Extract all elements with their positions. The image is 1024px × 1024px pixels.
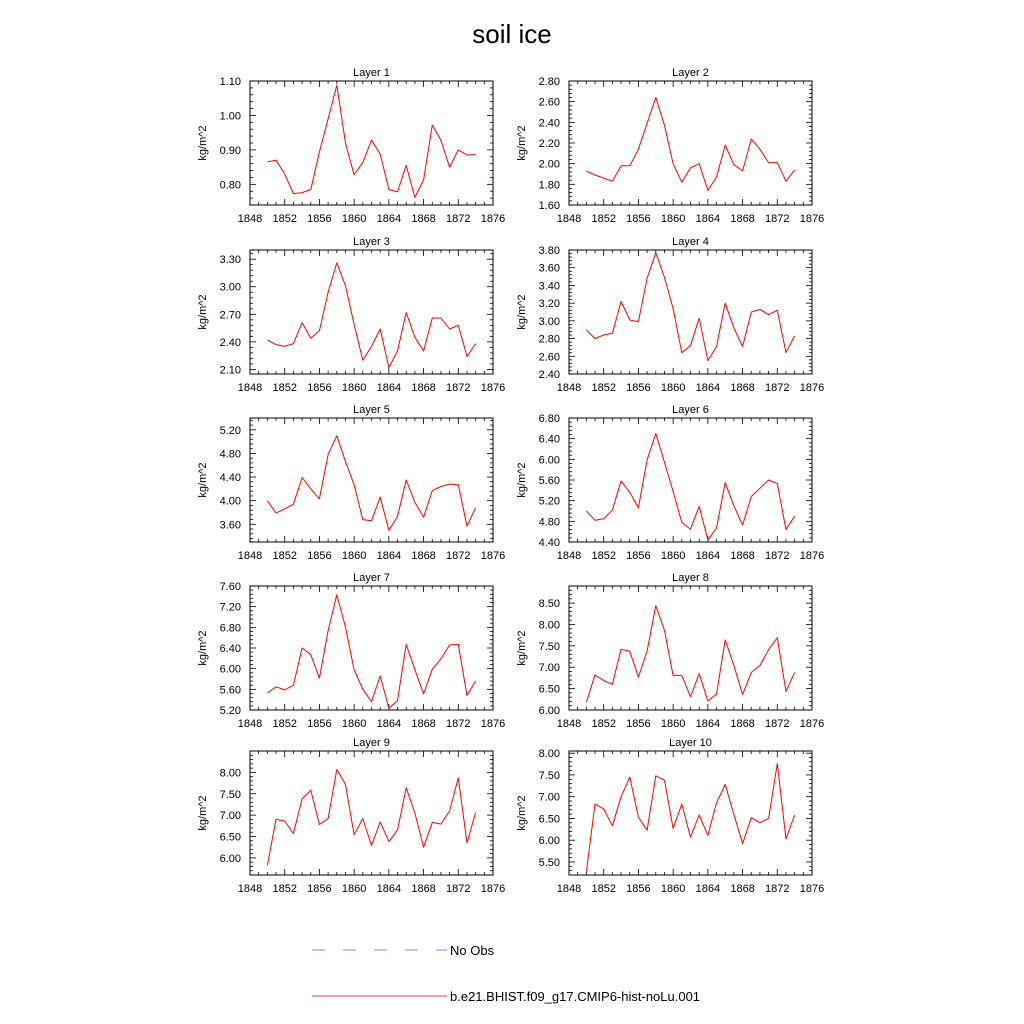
- x-tick-label: 1864: [376, 382, 402, 394]
- y-tick-label: 4.40: [219, 472, 241, 485]
- y-tick-label: 7.00: [538, 662, 560, 675]
- y-tick-label: 8.00: [538, 619, 560, 632]
- y-tick-label: 3.20: [538, 298, 560, 311]
- x-tick-label: 1852: [272, 718, 297, 730]
- y-tick-label: 7.00: [219, 810, 241, 823]
- x-tick-label: 1876: [799, 718, 825, 730]
- x-tick-label: 1856: [626, 213, 651, 225]
- y-tick-label: 2.60: [538, 351, 560, 364]
- y-tick-label: 3.60: [219, 519, 241, 532]
- y-tick-label: 1.60: [538, 200, 560, 212]
- x-tick-label: 1856: [626, 550, 651, 562]
- y-tick-label: 3.00: [219, 281, 241, 294]
- x-tick-label: 1856: [307, 883, 332, 895]
- x-tick-label: 1848: [556, 382, 582, 394]
- x-tick-label: 1860: [341, 718, 367, 730]
- x-tick-label: 1864: [376, 550, 402, 562]
- x-tick-label: 1852: [272, 883, 297, 895]
- y-tick-label: 2.40: [538, 369, 560, 381]
- panel-title: Layer 4: [672, 236, 709, 248]
- y-tick-label: 3.80: [538, 245, 560, 257]
- x-tick-label: 1860: [341, 213, 367, 225]
- y-tick-label: 4.80: [538, 516, 560, 529]
- x-tick-label: 1876: [799, 382, 825, 394]
- x-tick-label: 1876: [480, 718, 506, 730]
- x-tick-label: 1868: [730, 550, 755, 562]
- y-tick-label: 5.60: [219, 684, 241, 697]
- y-tick-label: 2.80: [538, 76, 560, 88]
- x-tick-label: 1868: [411, 550, 436, 562]
- y-tick-label: 5.20: [538, 495, 560, 508]
- x-tick-label: 1864: [376, 883, 402, 895]
- y-tick-label: 3.30: [219, 254, 241, 267]
- x-tick-label: 1852: [272, 550, 297, 562]
- y-tick-label: 2.10: [219, 364, 241, 377]
- x-tick-label: 1852: [591, 213, 616, 225]
- x-tick-label: 1860: [660, 718, 686, 730]
- x-tick-label: 1848: [556, 718, 582, 730]
- y-tick-label: 6.40: [219, 643, 241, 655]
- x-tick-label: 1868: [411, 213, 436, 225]
- x-tick-label: 1864: [695, 550, 721, 562]
- x-tick-label: 1864: [695, 883, 721, 895]
- panel-title: Layer 10: [669, 737, 712, 749]
- y-tick-label: 2.80: [538, 333, 560, 346]
- y-tick-label: 1.80: [538, 179, 560, 192]
- x-tick-label: 1856: [626, 883, 651, 895]
- y-tick-label: 2.60: [538, 96, 560, 109]
- y-tick-label: 6.50: [538, 683, 560, 696]
- panel-title: Layer 3: [353, 236, 390, 248]
- x-tick-label: 1856: [307, 213, 332, 225]
- y-tick-label: 2.20: [538, 138, 560, 150]
- x-tick-label: 1872: [765, 550, 790, 562]
- x-tick-label: 1852: [591, 718, 616, 730]
- y-tick-label: 1.10: [219, 76, 241, 88]
- x-tick-label: 1848: [237, 550, 263, 562]
- x-tick-label: 1864: [376, 718, 402, 730]
- x-tick-label: 1872: [765, 718, 790, 730]
- figure-title: soil ice: [472, 19, 552, 49]
- x-tick-label: 1852: [272, 213, 297, 225]
- y-tick-label: 3.40: [538, 280, 560, 293]
- x-tick-label: 1860: [660, 550, 686, 562]
- y-tick-label: 2.70: [219, 309, 241, 322]
- x-tick-label: 1872: [446, 883, 471, 895]
- y-tick-label: 0.80: [219, 179, 241, 192]
- y-tick-label: 8.50: [538, 598, 560, 611]
- y-tick-label: 7.50: [538, 640, 560, 653]
- panel-title: Layer 7: [353, 572, 390, 584]
- x-tick-label: 1864: [695, 213, 721, 225]
- x-tick-label: 1848: [237, 382, 263, 394]
- y-tick-label: 4.00: [219, 495, 241, 508]
- x-tick-label: 1868: [730, 382, 755, 394]
- x-tick-label: 1856: [626, 382, 651, 394]
- y-tick-label: 7.20: [219, 601, 241, 614]
- x-tick-label: 1848: [556, 550, 582, 562]
- x-tick-label: 1872: [446, 382, 471, 394]
- y-tick-label: 6.50: [538, 813, 560, 826]
- x-tick-label: 1868: [730, 883, 755, 895]
- x-tick-label: 1872: [446, 718, 471, 730]
- x-tick-label: 1852: [591, 550, 616, 562]
- panel-title: Layer 6: [672, 404, 709, 416]
- x-tick-label: 1856: [307, 550, 332, 562]
- x-tick-label: 1848: [237, 883, 263, 895]
- y-tick-label: 5.60: [538, 475, 560, 487]
- x-tick-label: 1848: [556, 213, 582, 225]
- y-tick-label: 7.00: [538, 791, 560, 804]
- x-tick-label: 1868: [411, 718, 436, 730]
- x-tick-label: 1868: [411, 883, 436, 895]
- y-axis-label: kg/m^2: [516, 795, 528, 831]
- x-tick-label: 1856: [307, 718, 332, 730]
- y-tick-label: 6.00: [538, 835, 560, 848]
- x-tick-label: 1876: [480, 382, 506, 394]
- x-tick-label: 1868: [411, 382, 436, 394]
- y-tick-label: 3.60: [538, 262, 560, 275]
- x-tick-label: 1848: [556, 883, 582, 895]
- y-tick-label: 8.00: [538, 748, 560, 761]
- legend-label-no-obs: No Obs: [450, 943, 495, 958]
- y-tick-label: 4.40: [538, 537, 560, 549]
- x-tick-label: 1860: [660, 213, 686, 225]
- y-tick-label: 3.00: [538, 315, 560, 328]
- y-tick-label: 4.80: [219, 448, 241, 461]
- x-tick-label: 1872: [765, 213, 790, 225]
- x-tick-label: 1876: [799, 213, 825, 225]
- y-tick-label: 5.20: [219, 424, 241, 437]
- y-tick-label: 6.00: [538, 454, 560, 467]
- x-tick-label: 1868: [730, 213, 755, 225]
- x-tick-label: 1864: [695, 382, 721, 394]
- y-tick-label: 6.00: [219, 663, 241, 676]
- y-tick-label: 5.20: [219, 705, 241, 717]
- x-tick-label: 1860: [341, 550, 367, 562]
- x-tick-label: 1876: [480, 883, 506, 895]
- y-tick-label: 5.50: [538, 856, 560, 869]
- x-tick-label: 1852: [591, 883, 616, 895]
- y-tick-label: 2.40: [538, 117, 560, 130]
- x-tick-label: 1872: [765, 382, 790, 394]
- y-axis-label: kg/m^2: [197, 795, 209, 831]
- x-tick-label: 1852: [272, 382, 297, 394]
- y-tick-label: 7.50: [538, 769, 560, 782]
- y-axis-label: kg/m^2: [197, 294, 209, 330]
- x-tick-label: 1872: [765, 883, 790, 895]
- panel-title: Layer 5: [353, 404, 390, 416]
- x-tick-label: 1864: [695, 718, 721, 730]
- x-tick-label: 1876: [799, 550, 825, 562]
- y-tick-label: 2.00: [538, 158, 560, 171]
- y-tick-label: 6.80: [538, 413, 560, 425]
- x-tick-label: 1856: [307, 382, 332, 394]
- x-tick-label: 1872: [446, 213, 471, 225]
- y-axis-label: kg/m^2: [197, 125, 209, 161]
- y-tick-label: 6.00: [538, 705, 560, 717]
- y-axis-label: kg/m^2: [516, 462, 528, 498]
- y-tick-label: 6.00: [219, 852, 241, 865]
- y-tick-label: 6.80: [219, 622, 241, 635]
- y-tick-label: 7.60: [219, 581, 241, 593]
- panel-title: Layer 9: [353, 737, 390, 749]
- x-tick-label: 1860: [341, 883, 367, 895]
- x-tick-label: 1868: [730, 718, 755, 730]
- y-axis-label: kg/m^2: [197, 462, 209, 498]
- x-tick-label: 1860: [660, 382, 686, 394]
- x-tick-label: 1872: [446, 550, 471, 562]
- panel-title: Layer 2: [672, 67, 709, 79]
- panel-title: Layer 1: [353, 67, 390, 79]
- y-tick-label: 7.50: [219, 788, 241, 801]
- x-tick-label: 1848: [237, 718, 263, 730]
- y-axis-label: kg/m^2: [516, 125, 528, 161]
- y-tick-label: 1.00: [219, 110, 241, 123]
- y-tick-label: 8.00: [219, 767, 241, 780]
- x-tick-label: 1856: [626, 718, 651, 730]
- x-tick-label: 1864: [376, 213, 402, 225]
- y-axis-label: kg/m^2: [516, 294, 528, 330]
- y-axis-label: kg/m^2: [197, 630, 209, 666]
- x-tick-label: 1876: [799, 883, 825, 895]
- x-tick-label: 1860: [660, 883, 686, 895]
- y-tick-label: 6.40: [538, 433, 560, 446]
- y-tick-label: 6.50: [219, 831, 241, 844]
- y-tick-label: 2.40: [219, 336, 241, 349]
- x-tick-label: 1860: [341, 382, 367, 394]
- x-tick-label: 1876: [480, 550, 506, 562]
- panel-title: Layer 8: [672, 572, 709, 584]
- x-tick-label: 1852: [591, 382, 616, 394]
- x-tick-label: 1848: [237, 213, 263, 225]
- legend-label-model: b.e21.BHIST.f09_g17.CMIP6-hist-noLu.001: [450, 989, 701, 1004]
- y-tick-label: 0.90: [219, 144, 241, 157]
- y-axis-label: kg/m^2: [516, 630, 528, 666]
- x-tick-label: 1876: [480, 213, 506, 225]
